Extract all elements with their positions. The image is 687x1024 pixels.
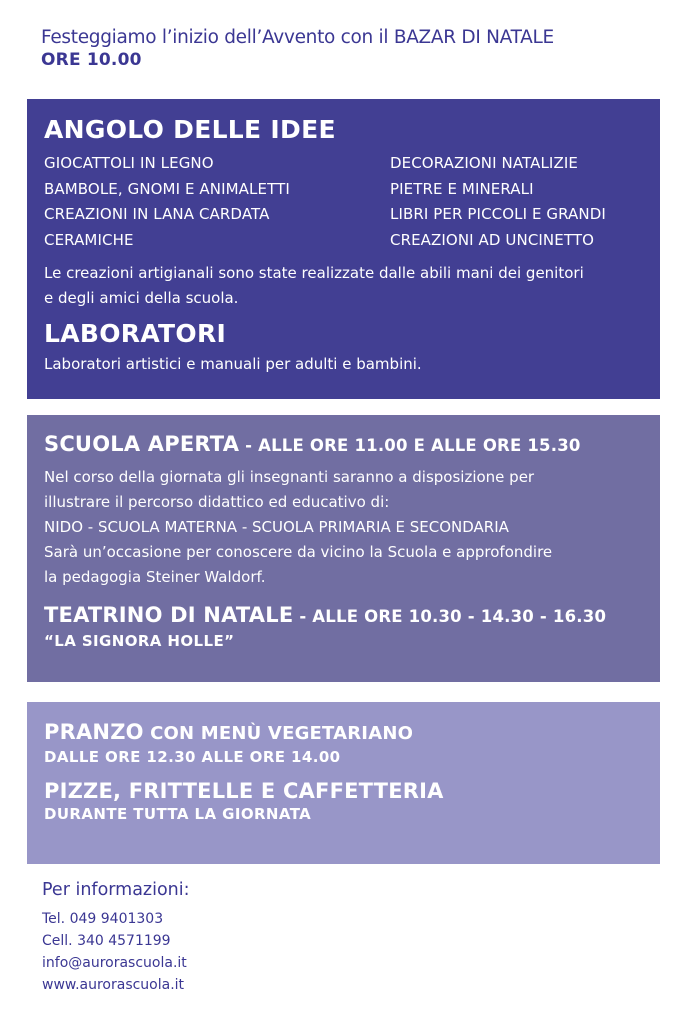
- event-time: ORE 10.00: [41, 50, 142, 70]
- angolo-box: [27, 99, 660, 399]
- angolo-title: ANGOLO DELLE IDEE: [44, 115, 336, 144]
- event-intro: Festeggiamo l’inizio dell’Avvento con il BAZAR DI NATALE: [41, 27, 554, 48]
- phone-number: Tel. 049 9401303: [42, 911, 164, 927]
- scuola-aperta-title: SCUOLA APERTA: [44, 432, 240, 456]
- pizze-subtitle: DURANTE TUTTA LA GIORNATA: [44, 805, 312, 823]
- laboratori-title: LABORATORI: [44, 319, 227, 348]
- pizze-title: PIZZE, FRITTELLE E CAFFETTERIA: [44, 779, 444, 803]
- scuola-aperta-text: [44, 465, 644, 590]
- description-line: e degli amici della scuola.: [44, 289, 239, 307]
- pranzo-hours: DALLE ORE 12.30 ALLE ORE 14.00: [44, 748, 341, 766]
- list-item: BAMBOLE, GNOMI E ANIMALETTI: [44, 179, 290, 198]
- website-url: www.aurorascuola.it: [42, 977, 185, 993]
- scuola-aperta-box: [27, 415, 660, 682]
- list-item: CREAZIONI IN LANA CARDATA: [44, 205, 270, 223]
- angolo-items: [44, 151, 644, 253]
- text-line: NIDO - SCUOLA MATERNA - SCUOLA PRIMARIA E SECONDARIA: [44, 518, 509, 536]
- text-line: illustrare il percorso didattico ed educativo di:: [44, 493, 390, 511]
- contact-info: [42, 880, 190, 996]
- angolo-items-right: [390, 151, 644, 253]
- header: [41, 27, 671, 70]
- pranzo-box: [27, 702, 660, 864]
- scuola-aperta-times: - ALLE ORE 11.00 E ALLE ORE 15.30: [239, 436, 581, 455]
- list-item: CERAMICHE: [44, 230, 134, 249]
- pranzo-heading: [44, 719, 644, 747]
- teatrino-show: “LA SIGNORA HOLLE”: [44, 632, 235, 650]
- email-address: info@aurorascuola.it: [42, 955, 187, 971]
- teatrino-times: - ALLE ORE 10.30 - 14.30 - 16.30: [293, 607, 607, 626]
- text-line: Nel corso della giornata gli insegnanti saranno a disposizione per: [44, 468, 535, 486]
- text-line: Sarà un’occasione per conoscere da vicino la Scuola e approfondire: [44, 543, 553, 561]
- pranzo-title: PRANZO: [44, 720, 144, 744]
- pranzo-subtitle: CON MENÙ VEGETARIANO: [143, 723, 414, 744]
- text-line: la pedagogia Steiner Waldorf.: [44, 568, 266, 586]
- list-item: GIOCATTOLI IN LEGNO: [44, 154, 214, 172]
- cell-number: Cell. 340 4571199: [42, 933, 171, 949]
- angolo-description: [44, 261, 644, 311]
- laboratori-description: Laboratori artistici e manuali per adulti e bambini.: [44, 355, 422, 373]
- scuola-aperta-heading: [44, 431, 644, 459]
- teatrino-title: TEATRINO DI NATALE: [44, 603, 294, 627]
- list-item: DECORAZIONI NATALIZIE: [390, 154, 578, 172]
- contact-heading: Per informazioni:: [42, 880, 190, 900]
- description-line: Le creazioni artigianali sono state realizzate dalle abili mani dei genitori: [44, 264, 584, 282]
- list-item: CREAZIONI AD UNCINETTO: [390, 230, 594, 249]
- list-item: PIETRE E MINERALI: [390, 179, 534, 198]
- angolo-items-left: [44, 151, 390, 253]
- teatrino-heading: [44, 602, 644, 630]
- list-item: LIBRI PER PICCOLI E GRANDI: [390, 205, 606, 223]
